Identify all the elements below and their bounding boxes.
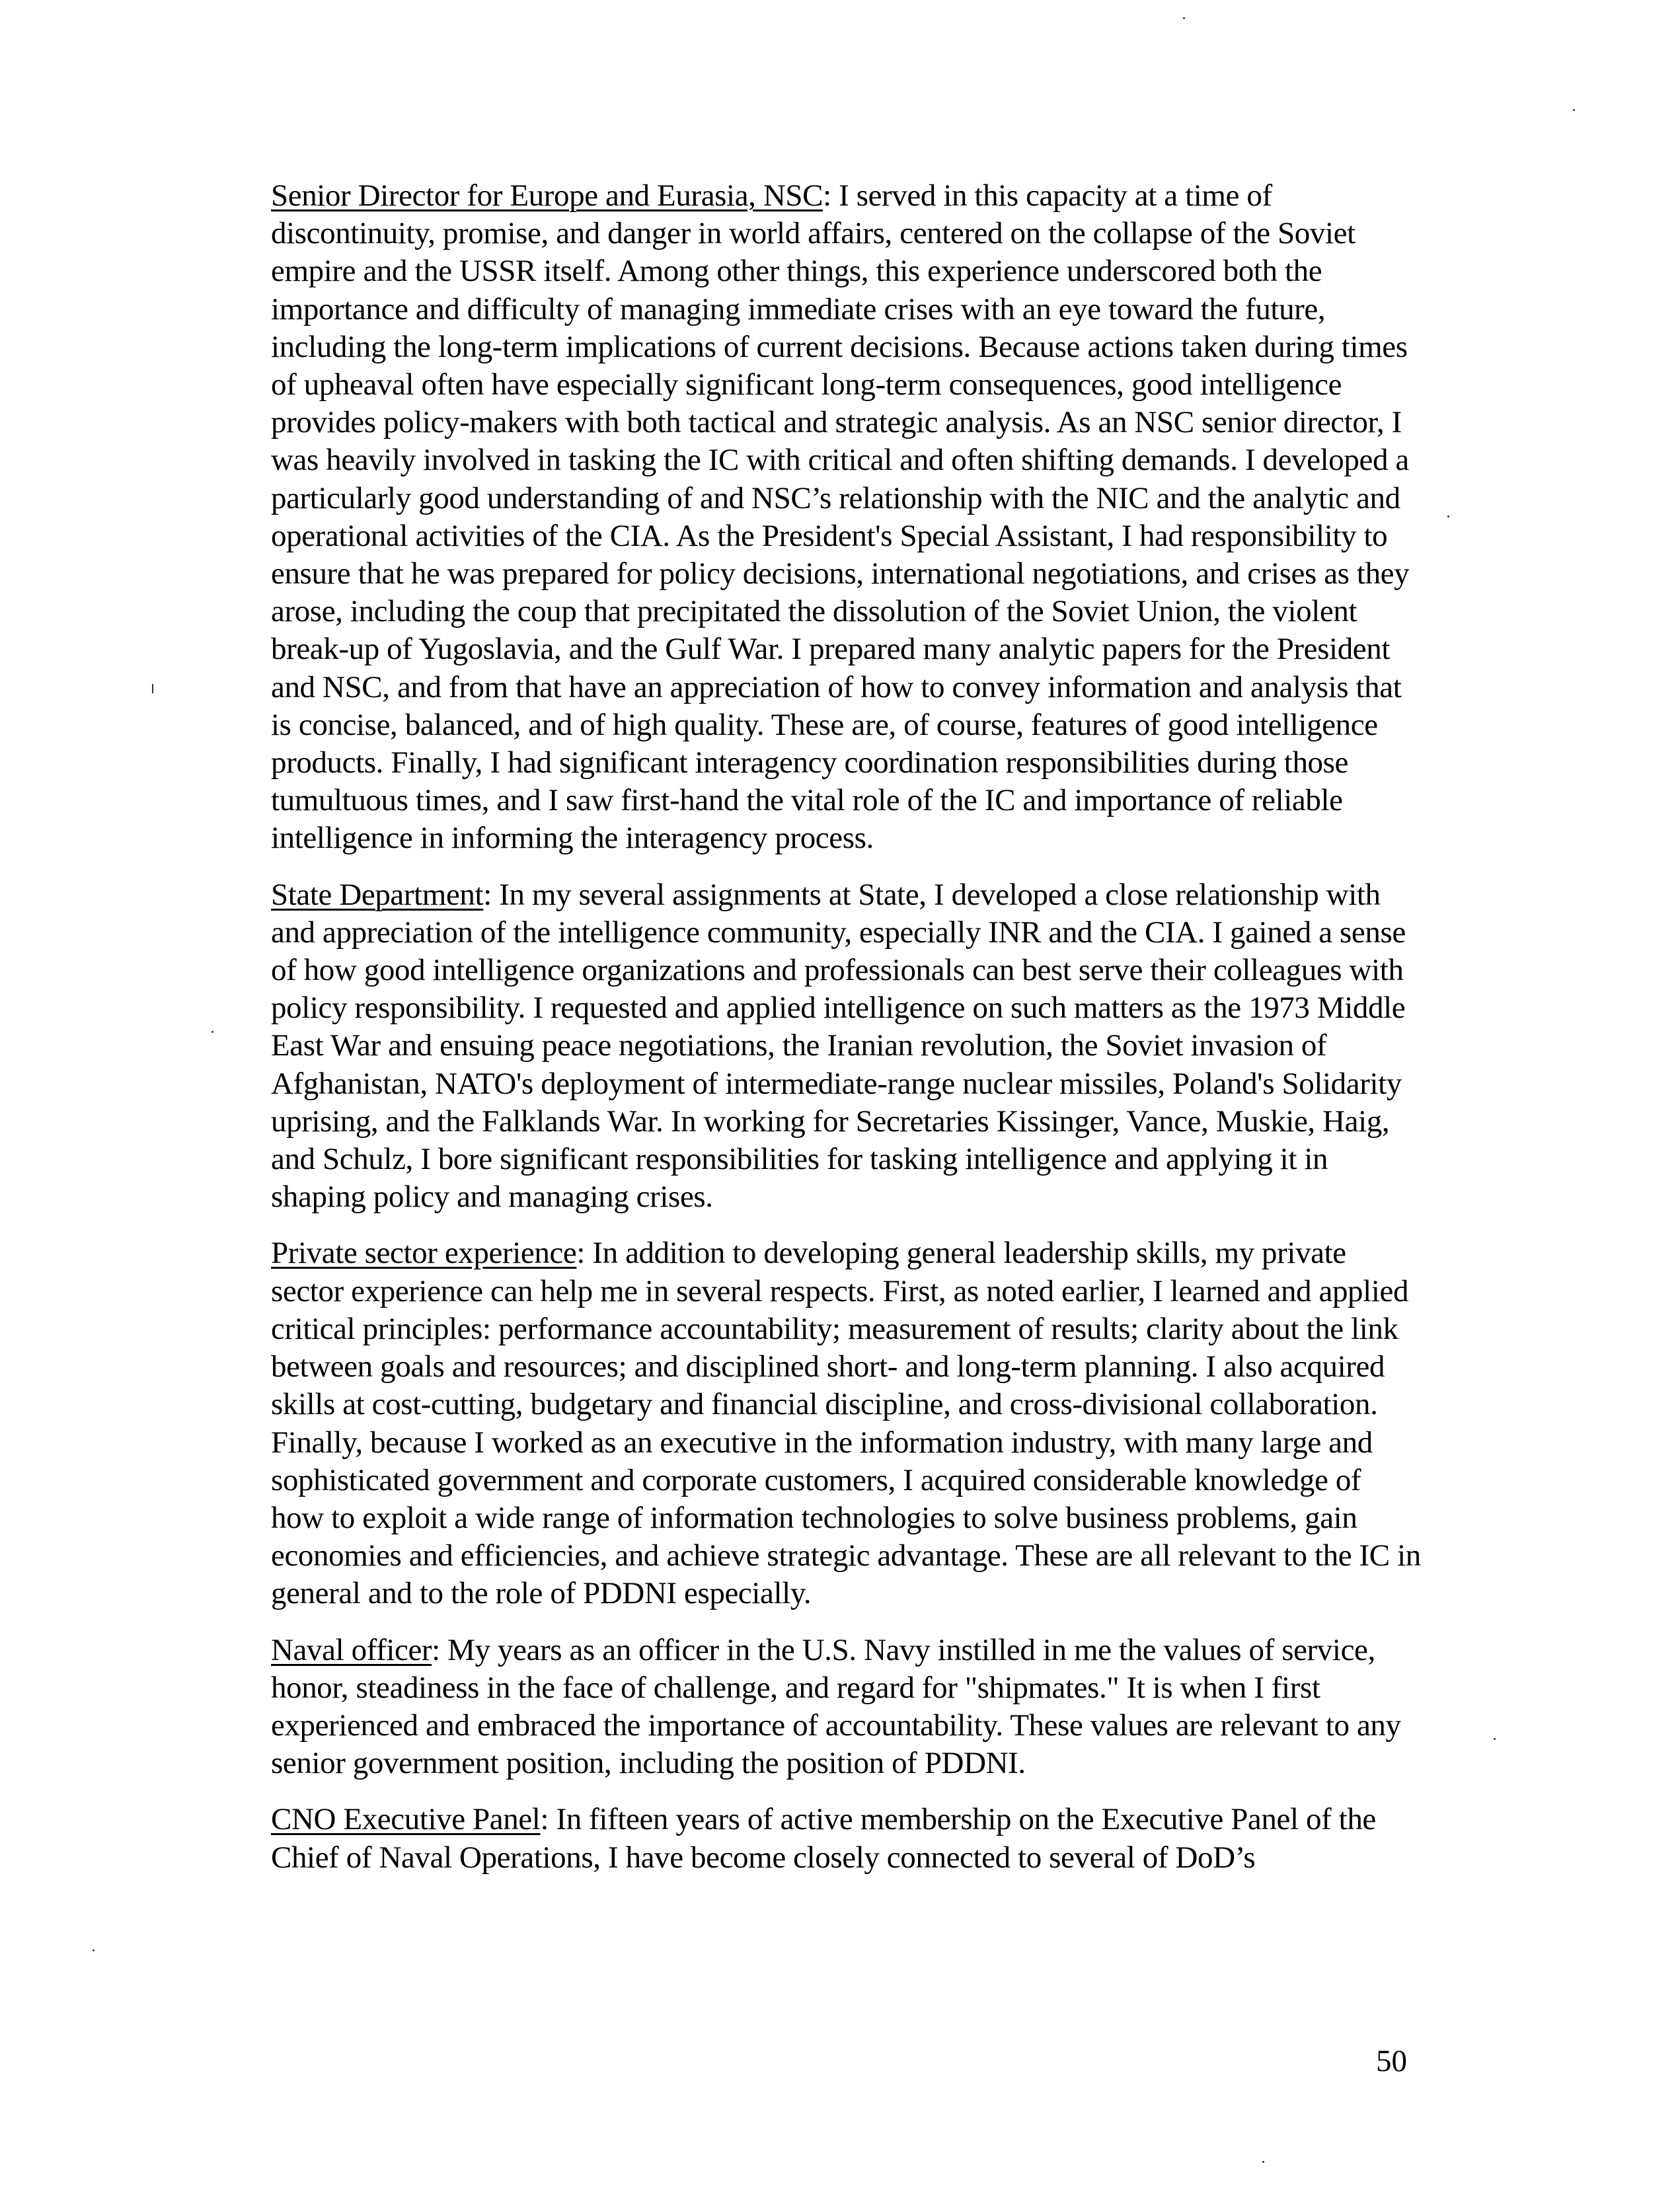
- section-body: : In fifteen years of active membership on the Executive Panel of the Chief of Naval Operations, I have become closely connected to several of DoD’s: [271, 1802, 1376, 1875]
- section-body: : My years as an officer in the U.S. Navy instilled in me the values of service, honor, steadiness in the face of challenge, and regard for "shipmates." It is when I first experienced and embraced the importance of accountability. These values are relevant to any senior government position, including the position of PDDNI.: [271, 1632, 1401, 1781]
- section-private-sector: [271, 1234, 1421, 1612]
- section-heading: Senior Director for Europe and Eurasia, NSC: [271, 178, 823, 213]
- scan-speck: [1262, 2161, 1264, 2163]
- section-state-department: [271, 876, 1421, 1217]
- section-heading: Naval officer: [271, 1632, 432, 1667]
- scan-speck: [152, 684, 153, 693]
- section-body: : In addition to developing general leadership skills, my private sector experience can help me in several respects. First, as noted earlier, I learned and applied critical principles: performance accountability; measurement of results; clarity about the link between goals and resources; and disciplined short- and long-term planning. I also acquired skills at cost-cutting, budgetary and financial discipline, and cross-divisional collaboration. Finally, because I worked as an executive in the information industry, with many large and sophisticated government and corporate customers, I acquired considerable knowledge of how to exploit a wide range of information technologies to solve business problems, gain economies and efficiencies, and achieve strategic advantage. These are all relevant to the IC in general and to the role of PDDNI especially.: [271, 1236, 1421, 1611]
- section-body: : In my several assignments at State, I developed a close relationship with and appreciation of the intelligence community, especially INR and the CIA. I gained a sense of how good intelligence organizations and professionals can best serve their colleagues with policy responsibility. I requested and applied intelligence on such matters as the 1973 Middle East War and ensuing peace negotiations, the Iranian revolution, the Soviet invasion of Afghanistan, NATO's deployment of intermediate-range nuclear missiles, Poland's Solidarity uprising, and the Falklands War. In working for Secretaries Kissinger, Vance, Muskie, Haig, and Schulz, I bore significant responsibilities for tasking intelligence and applying it in shaping policy and managing crises.: [271, 877, 1406, 1215]
- section-naval-officer: [271, 1632, 1421, 1783]
- scan-speck: [1494, 1738, 1496, 1740]
- scan-speck: [1183, 17, 1185, 19]
- scan-speck: [93, 1949, 95, 1951]
- section-heading: Private sector experience: [271, 1236, 577, 1271]
- section-heading: State Department: [271, 877, 484, 912]
- document-page: [271, 177, 1421, 1895]
- page-number: 50: [1376, 2044, 1407, 2078]
- scan-speck: [1447, 515, 1449, 517]
- section-cno-executive-panel: [271, 1801, 1421, 1876]
- section-body: : I served in this capacity at a time of discontinuity, promise, and danger in world affairs, centered on the collapse of the Soviet empire and the USSR itself. Among other things, this experience underscored both the importance and difficulty of managing immediate crises with an eye toward the future, including the long-term implications of current decisions. Because actions taken during times of upheaval often have especially significant long-term consequences, good intelligence provides policy-makers with both tactical and strategic analysis. As an NSC senior director, I was heavily involved in tasking the IC with critical and often shifting demands. I developed a particularly good understanding of and NSC’s relationship with the NIC and the analytic and operational activities of the CIA. As the President's Special Assistant, I had responsibility to ensure that he was prepared for policy decisions, international negotiations, and crises as they arose, including the coup that precipitated the dissolution of the Soviet Union, the violent break-up of Yugoslavia, and the Gulf War. I prepared many analytic papers for the President and NSC, and from that have an appreciation of how to convey information and analysis that is concise, balanced, and of high quality. These are, of course, features of good intelligence products. Finally, I had significant interagency coordination responsibilities during those tumultuous times, and I saw first-hand the vital role of the IC and importance of reliable intelligence in informing the interagency process.: [271, 178, 1410, 856]
- section-heading: CNO Executive Panel: [271, 1802, 541, 1837]
- scan-speck: [1573, 109, 1575, 111]
- section-senior-director: [271, 177, 1421, 858]
- scan-speck: [211, 1031, 213, 1033]
